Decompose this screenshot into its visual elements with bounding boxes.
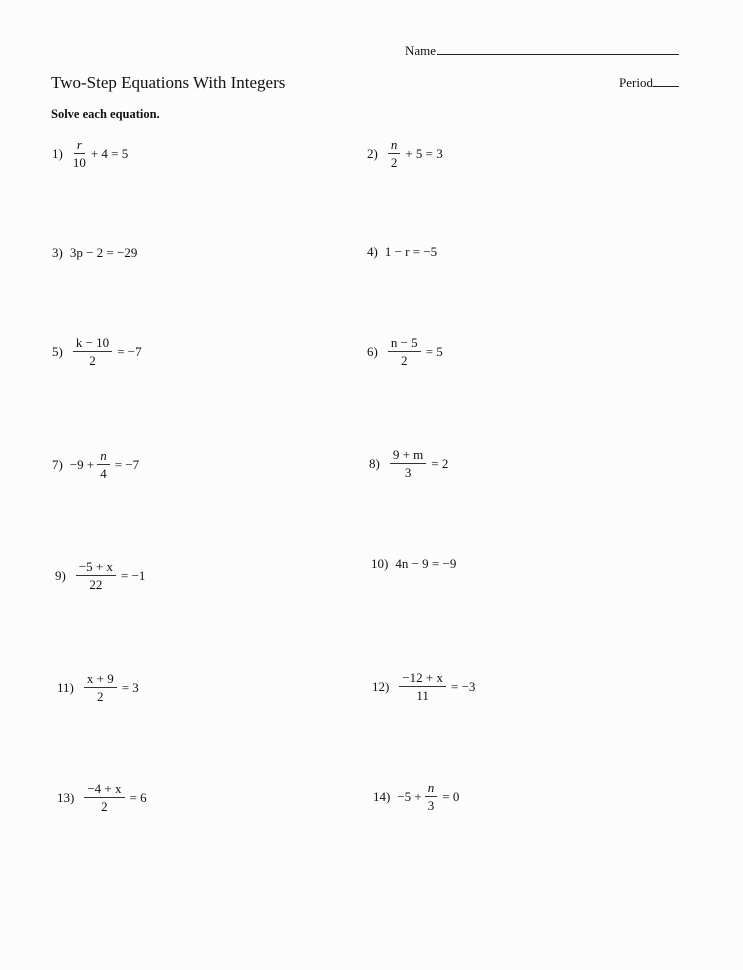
period-field[interactable] (619, 75, 679, 91)
fraction (388, 336, 421, 369)
denominator: 10 (72, 155, 86, 171)
denominator: 11 (416, 688, 429, 704)
fraction (84, 782, 124, 815)
problem-4 (367, 244, 437, 260)
fraction (76, 560, 116, 593)
problem-number: 1) (52, 146, 63, 162)
numerator: −12 + x (399, 671, 446, 687)
problem-number: 2) (367, 146, 378, 162)
denominator: 2 (89, 353, 96, 369)
problem-number: 7) (52, 457, 63, 473)
problem-12 (372, 671, 475, 704)
numerator: x + 9 (84, 672, 117, 688)
problem-6 (367, 336, 443, 369)
denominator: 2 (401, 353, 408, 369)
equation-tail: + 4 = 5 (90, 146, 129, 162)
equation: 4n − 9 = −9 (395, 556, 457, 571)
equation-tail: = 0 (442, 789, 460, 805)
denominator: 3 (404, 465, 412, 481)
numerator: n (388, 138, 401, 154)
problem-1 (52, 138, 128, 171)
fraction (84, 672, 117, 705)
equation: 3p − 2 = −29 (69, 245, 138, 260)
equation-tail: = −7 (114, 457, 140, 473)
fraction (388, 138, 401, 171)
name-blank[interactable] (437, 53, 679, 55)
problem-7 (52, 449, 139, 482)
numerator: k − 10 (73, 336, 112, 352)
problem-number: 5) (52, 344, 63, 360)
fraction (73, 336, 112, 369)
name-label: Name (405, 43, 437, 58)
problem-number: 10) (371, 556, 389, 571)
equation-lead: −5 + (397, 789, 422, 805)
problem-13 (57, 782, 147, 815)
numerator: n (97, 449, 110, 465)
fraction (390, 448, 426, 481)
problem-10 (371, 556, 456, 572)
fraction (97, 449, 110, 482)
period-blank[interactable] (653, 85, 679, 87)
equation-tail: = −7 (117, 344, 142, 360)
fraction (425, 781, 438, 814)
problem-8 (369, 448, 448, 481)
problem-number: 11) (57, 680, 74, 696)
problem-number: 14) (373, 789, 391, 805)
fraction (399, 671, 446, 704)
equation-tail: = −3 (451, 679, 476, 695)
problem-number: 9) (55, 568, 66, 584)
problem-3 (52, 245, 137, 261)
equation: 1 − r = −5 (384, 244, 438, 259)
numerator: 9 + m (390, 448, 426, 464)
equation-tail: = 5 (425, 344, 443, 360)
problem-number: 8) (369, 456, 380, 472)
equation-tail: = 3 (121, 680, 139, 696)
problem-9 (55, 560, 145, 593)
equation-tail: = −1 (121, 568, 146, 584)
worksheet-title: Two-Step Equations With Integers (51, 73, 286, 92)
name-field[interactable] (405, 43, 679, 59)
denominator: 22 (89, 577, 103, 593)
numerator: n − 5 (388, 336, 421, 352)
numerator: −4 + x (84, 782, 124, 798)
denominator: 3 (427, 798, 435, 814)
numerator: n (425, 781, 438, 797)
problem-number: 13) (57, 790, 75, 806)
equation-tail: = 2 (431, 456, 449, 472)
equation-tail: + 5 = 3 (405, 146, 443, 162)
period-label: Period (619, 75, 653, 90)
problem-number: 6) (367, 344, 378, 360)
equation-tail: = 6 (129, 790, 147, 806)
denominator: 2 (97, 689, 104, 705)
problem-number: 3) (52, 245, 63, 260)
instructions: Solve each equation. (51, 107, 160, 121)
fraction (73, 138, 86, 171)
problem-5 (52, 336, 142, 369)
problem-14 (373, 781, 459, 814)
numerator: −5 + x (76, 560, 116, 576)
problem-number: 4) (367, 244, 378, 259)
problem-2 (367, 138, 443, 171)
problem-11 (57, 672, 139, 705)
denominator: 4 (100, 466, 107, 482)
equation-lead: −9 + (69, 457, 95, 473)
numerator: r (74, 138, 85, 154)
denominator: 2 (390, 155, 398, 171)
denominator: 2 (101, 799, 108, 815)
problem-number: 12) (372, 679, 390, 695)
